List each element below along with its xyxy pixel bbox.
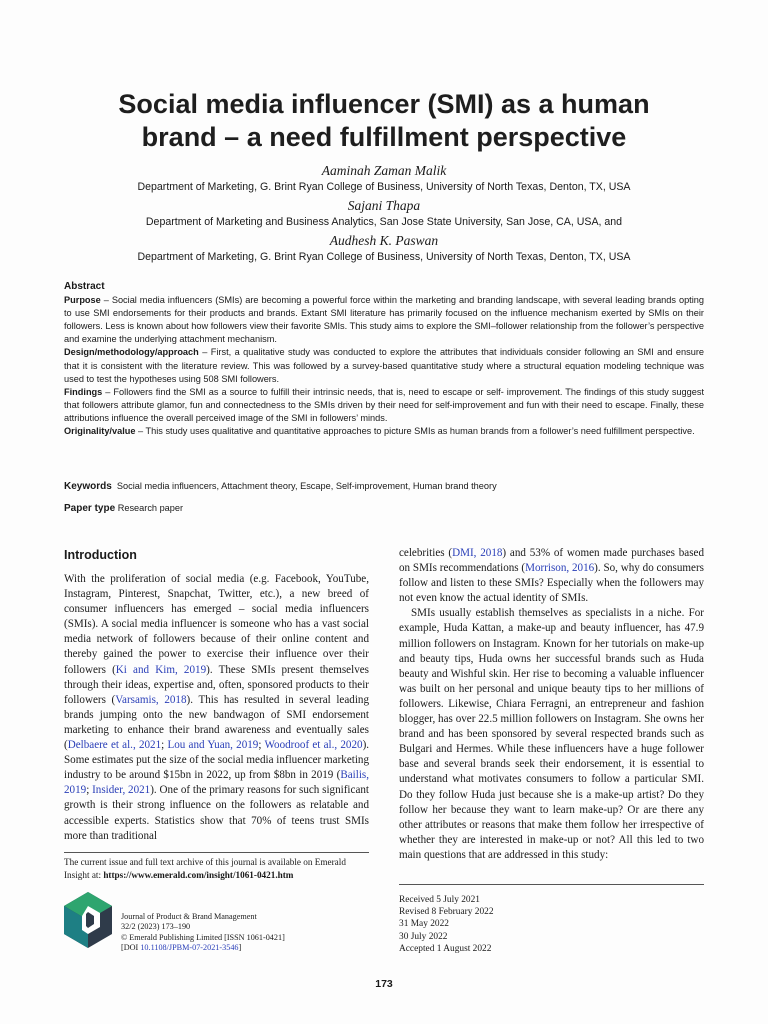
text-run: ) and 53% of women made purchases based on SMIs recommendations ( bbox=[399, 547, 704, 575]
paper-type bbox=[64, 503, 704, 514]
abstract-originality bbox=[64, 425, 704, 438]
page-number: 173 bbox=[375, 978, 393, 990]
keywords-text: Social media influencers, Attachment theory, Escape, Self-improvement, Human brand theory bbox=[116, 481, 497, 491]
citation-link[interactable]: Morrison, 2016 bbox=[525, 562, 595, 575]
text-run: celebrities ( bbox=[399, 547, 453, 559]
originality-text: – This study uses qualitative and quantitative approaches to picture SMIs as human brands from a follower’s need fulfillment perspective. bbox=[135, 426, 695, 437]
footnote-url-link[interactable]: https://www.emerald.com/insight/1061-0421.htm bbox=[103, 869, 294, 880]
date-revised-3: 30 July 2022 bbox=[399, 931, 448, 942]
citation-link[interactable]: Lou and Yuan, 2019 bbox=[167, 739, 259, 752]
purpose-label: Purpose bbox=[64, 295, 101, 306]
purpose-text: – Social media influencers (SMIs) are becoming a powerful force within the marketing and branding landscape, with several leading brands opting to use SMI endorsements for their products and brands. Extant SMI literature has primarily focused on the influence mechanism exerted by SMIs on their followers. Less is known about how followers view their favorite SMIs. This study aims to explore the SMI–follower relationship from the follower’s perspective and examine the underlying attachment mechanism. bbox=[64, 295, 704, 345]
keywords-label: Keywords bbox=[64, 481, 112, 492]
title-line-1: Social media influencer (SMI) as a human bbox=[118, 89, 650, 119]
intro-paragraph-3: SMIs usually establish themselves as specialists in a niche. For example, Huda Kattan, a make-up and beauty influencer, has 47.9 million followers on Instagram. Known for her tutorials on make-up and beauty tips, Huda owns her successful brands such as Huda beauty and Wishful skin. Her rise to becoming a valuable influencer was built on her personal and unique beauty tips to her millions of followers. Likewise, Chiara Ferragni, an entrepreneur and fashion blogger, has over 22.5 million followers on Instagram. She owns her brand and has been sponsored by several respected brands such as Bulgari and Hermes. While these influencers have a huge follower base and several brands seek their endorsement, it is essential to understand what motivates consumers to follow a particular SMI. Do they follow Huda just because she is a make-up artist? Do they follow her because they want to learn make-up? Or are there any other attributes or reasons that make them follow her irrespective of whether they are interested in make-up or not? All this led to two main questions that are addressed in this study: bbox=[399, 607, 704, 861]
intro-paragraph-2 bbox=[399, 546, 704, 606]
citation-link[interactable]: Woodroof et al., 2020 bbox=[264, 739, 363, 752]
author-1-affiliation: Department of Marketing, G. Brint Ryan College of Business, University of North Texas, Denton, TX, USA bbox=[137, 181, 631, 193]
footnote bbox=[64, 856, 369, 881]
citation-link[interactable]: Insider, 2021 bbox=[92, 784, 151, 797]
paper-type-label: Paper type bbox=[64, 503, 116, 514]
text-run: ). This has resulted in several leading brands jumping onto the new bandwagon of SMI endorsement marketing to enhance their brand awareness and eventually sales ( bbox=[64, 693, 370, 752]
footnote-text: The current issue and full text archive of this journal is available on Emerald Insight at: bbox=[64, 857, 346, 880]
text-run: ; bbox=[258, 739, 265, 752]
findings-text: – Followers find the SMI as a source to fulfill their intrinsic needs, that is, need to escape or self- improvement. The findings of this study suggest that followers attribute glamor, fun and connectedness to the SMIs driven by their need for self-improvement and fun with their need to escape. Finally, these attributions influence the overall perceived image of the SMI in followers’ minds. bbox=[64, 386, 704, 423]
text-run: ; bbox=[161, 739, 168, 752]
journal-doi bbox=[121, 943, 361, 953]
dates-divider bbox=[399, 884, 704, 885]
abstract-heading: Abstract bbox=[64, 281, 105, 292]
emerald-logo-icon bbox=[62, 890, 114, 950]
doi-suffix: ] bbox=[238, 943, 242, 953]
title-line-2: brand – a need fulfillment perspective bbox=[141, 122, 627, 152]
citation-link[interactable]: Bailis, 2019 bbox=[64, 769, 369, 797]
text-run: With the proliferation of social media (e.g. Facebook, YouTube, Instagram, Pinterest, Snapchat, Twitter, etc.), a new breed of consumer influencers has emerged – social media influencers (SMIs). A social media influencer is someone who has a vast social media network of followers because of their online content and thereby gained the power to exercise their influence over their followers ( bbox=[64, 573, 369, 676]
intro-paragraph-1 bbox=[64, 572, 369, 844]
date-received: Received 5 July 2021 bbox=[399, 895, 480, 905]
abstract-design bbox=[64, 346, 704, 385]
article-title bbox=[60, 88, 708, 154]
author-1-name: Aaminah Zaman Malik bbox=[321, 163, 447, 178]
date-revised-2: 31 May 2022 bbox=[399, 919, 449, 930]
date-revised: Revised 8 February 2022 bbox=[399, 907, 494, 918]
text-run: ; bbox=[86, 784, 93, 797]
citation-link[interactable]: Ki and Kim, 2019 bbox=[115, 663, 207, 676]
footnote-divider bbox=[64, 852, 369, 853]
design-label: Design/methodology/approach bbox=[64, 347, 199, 358]
left-column bbox=[64, 572, 369, 844]
text-run: ). These SMIs present themselves through their ideas, expertise and, often, sponsored products to their followers ( bbox=[64, 663, 369, 706]
text-run: ). Some estimates put the size of the social media influencer marketing industry to be around $15bn in 2022, up from $8bn in 2019 ( bbox=[64, 739, 370, 782]
journal-name: Journal of Product & Brand Management bbox=[121, 912, 257, 921]
author-2-name: Sajani Thapa bbox=[347, 198, 421, 213]
text-run: ). So, why do consumers follow and listen to these SMIs? Especially when the followers may not even know the actual identity of SMIs. bbox=[399, 562, 704, 605]
right-column bbox=[399, 546, 704, 863]
abstract-purpose bbox=[64, 294, 704, 346]
doi-prefix: [DOI bbox=[121, 943, 141, 953]
article-dates bbox=[399, 894, 704, 955]
date-accepted: Accepted 1 August 2022 bbox=[399, 943, 492, 954]
section-heading-introduction: Introduction bbox=[64, 548, 137, 562]
findings-label: Findings bbox=[64, 386, 103, 397]
journal-info bbox=[121, 912, 361, 954]
author-2-affiliation: Department of Marketing and Business Analytics, San Jose State University, San Jose, CA, USA, and bbox=[145, 216, 623, 228]
citation-link[interactable]: Varsamis, 2018 bbox=[115, 693, 187, 706]
text-run: ). One of the primary reasons for such significant growth is their strong influence on the followers as relatable and accessible experts. Statistics show that 70% of teens trust SMIs more than traditional bbox=[64, 784, 369, 842]
author-3-affiliation: Department of Marketing, G. Brint Ryan College of Business, University of North Texas, Denton, TX, USA bbox=[137, 251, 631, 263]
keywords bbox=[64, 481, 704, 492]
originality-label: Originality/value bbox=[64, 426, 136, 437]
doi-link[interactable]: 10.1108/JPBM-07-2021-3546 bbox=[140, 943, 239, 953]
design-text: – First, a qualitative study was conducted to explore the attributes that individuals consider following an SMI and ensure that it is consistent with the literature review. This was followed by a survey-based quantitative study where a structural equation modeling technique was used to test the hypotheses using 508 SMI followers. bbox=[64, 347, 704, 384]
journal-issn: © Emerald Publishing Limited [ISSN 1061-0421] bbox=[121, 932, 285, 942]
author-3-name: Audhesh K. Paswan bbox=[329, 233, 439, 248]
citation-link[interactable]: Delbaere et al., 2021 bbox=[67, 739, 162, 752]
paper-type-text: Research paper bbox=[117, 503, 184, 513]
abstract-findings bbox=[64, 386, 704, 425]
citation-link[interactable]: DMI, 2018 bbox=[452, 547, 503, 559]
abstract bbox=[64, 280, 704, 438]
journal-volume: 32/2 (2023) 173–190 bbox=[121, 922, 191, 932]
